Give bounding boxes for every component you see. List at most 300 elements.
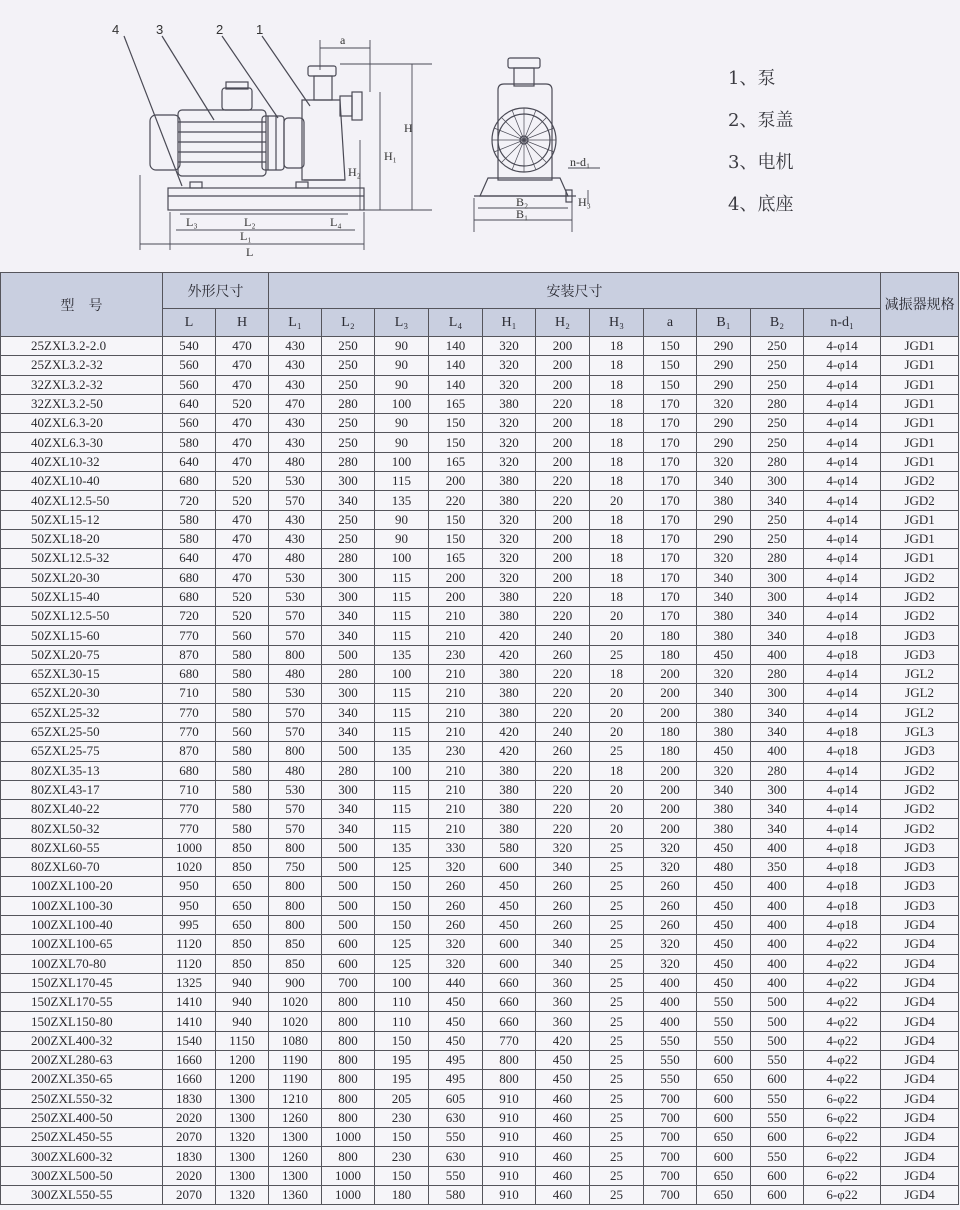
table-cell: 195 — [375, 1070, 429, 1089]
table-cell: 650 — [216, 896, 269, 915]
table-cell: 205 — [375, 1089, 429, 1108]
table-cell: 18 — [590, 568, 644, 587]
table-cell: 165 — [429, 549, 483, 568]
table-cell: 500 — [322, 838, 375, 857]
dim-l1-label: L₁ — [240, 229, 252, 243]
table-cell: 910 — [483, 1186, 536, 1205]
table-cell: 480 — [269, 549, 322, 568]
table-cell: 115 — [375, 819, 429, 838]
table-cell: 280 — [322, 394, 375, 413]
table-row — [1, 954, 959, 973]
table-cell: 450 — [429, 1012, 483, 1031]
table-row — [1, 645, 959, 664]
table-cell: 910 — [483, 1089, 536, 1108]
table-cell: 1325 — [163, 973, 216, 992]
table-cell: 320 — [483, 510, 536, 529]
table-cell: JGD2 — [881, 819, 959, 838]
table-cell: 4-φ18 — [804, 877, 881, 896]
table-cell: 460 — [536, 1147, 590, 1166]
dim-a-label: a — [340, 33, 346, 47]
table-cell: 18 — [590, 587, 644, 606]
table-cell: 250 — [322, 510, 375, 529]
table-cell: 195 — [375, 1050, 429, 1069]
table-cell: JGD4 — [881, 1089, 959, 1108]
table-cell: 770 — [483, 1031, 536, 1050]
table-cell: 150 — [429, 529, 483, 548]
table-cell: 125 — [375, 954, 429, 973]
table-cell: 90 — [375, 337, 429, 356]
table-cell: 1000 — [322, 1186, 375, 1205]
table-cell: 20 — [590, 800, 644, 819]
table-cell: 260 — [429, 896, 483, 915]
table-cell: 165 — [429, 394, 483, 413]
table-cell: 380 — [483, 780, 536, 799]
table-cell: 4-φ18 — [804, 722, 881, 741]
table-cell: 280 — [322, 549, 375, 568]
table-cell: 340 — [697, 568, 751, 587]
table-cell: 320 — [483, 433, 536, 452]
table-cell: JGD4 — [881, 954, 959, 973]
table-cell: JGD3 — [881, 645, 959, 664]
table-cell: 800 — [269, 645, 322, 664]
column-header: B₂ — [751, 309, 804, 337]
table-cell: 570 — [269, 607, 322, 626]
table-cell: 500 — [322, 742, 375, 761]
table-cell: 470 — [269, 394, 322, 413]
table-cell: 170 — [644, 587, 697, 606]
table-cell: 1410 — [163, 993, 216, 1012]
table-cell: 680 — [163, 665, 216, 684]
model-cell: 40ZXL6.3-20 — [1, 414, 163, 433]
table-cell: 500 — [322, 915, 375, 934]
table-cell: 6-φ22 — [804, 1186, 881, 1205]
table-cell: 580 — [163, 510, 216, 529]
table-cell: JGD1 — [881, 549, 959, 568]
table-cell: 580 — [216, 761, 269, 780]
table-cell: 650 — [216, 877, 269, 896]
table-cell: 380 — [483, 394, 536, 413]
table-cell: 480 — [269, 452, 322, 471]
table-cell: 650 — [216, 915, 269, 934]
table-cell: 340 — [751, 800, 804, 819]
table-cell: JGD1 — [881, 529, 959, 548]
table-row — [1, 626, 959, 645]
dim-h2-label: H₂ — [348, 165, 361, 179]
column-header: H₂ — [536, 309, 590, 337]
table-cell: 340 — [322, 800, 375, 819]
model-cell: 40ZXL6.3-30 — [1, 433, 163, 452]
table-cell: 320 — [483, 375, 536, 394]
table-cell: 380 — [483, 472, 536, 491]
table-cell: JGD4 — [881, 1186, 959, 1205]
table-cell: 470 — [216, 375, 269, 394]
table-cell: 320 — [697, 549, 751, 568]
column-header: B₁ — [697, 309, 751, 337]
model-cell: 300ZXL600-32 — [1, 1147, 163, 1166]
table-cell: 430 — [269, 510, 322, 529]
table-cell: 320 — [697, 761, 751, 780]
table-cell: 400 — [644, 1012, 697, 1031]
table-cell: 240 — [536, 722, 590, 741]
table-cell: 150 — [375, 915, 429, 934]
column-header: H₃ — [590, 309, 644, 337]
table-cell: 1210 — [269, 1089, 322, 1108]
table-cell: 220 — [536, 587, 590, 606]
table-cell: 400 — [644, 993, 697, 1012]
column-header: H — [216, 309, 269, 337]
table-cell: 170 — [644, 549, 697, 568]
table-cell: 380 — [483, 491, 536, 510]
table-cell: 340 — [751, 626, 804, 645]
table-row — [1, 1166, 959, 1185]
table-cell: 640 — [163, 394, 216, 413]
table-cell: 100 — [375, 665, 429, 684]
table-cell: 230 — [375, 1108, 429, 1127]
table-cell: 200 — [536, 375, 590, 394]
table-cell: 90 — [375, 433, 429, 452]
table-cell: 1020 — [269, 1012, 322, 1031]
table-cell: 380 — [483, 665, 536, 684]
table-cell: JGD4 — [881, 1166, 959, 1185]
table-cell: 4-φ18 — [804, 858, 881, 877]
table-cell: 940 — [216, 993, 269, 1012]
table-cell: 500 — [322, 877, 375, 896]
table-cell: 200 — [429, 568, 483, 587]
model-cell: 300ZXL550-55 — [1, 1186, 163, 1205]
table-cell: 340 — [536, 954, 590, 973]
table-cell: 300 — [322, 587, 375, 606]
table-cell: 770 — [163, 819, 216, 838]
table-cell: 430 — [269, 337, 322, 356]
table-cell: 4-φ14 — [804, 529, 881, 548]
table-cell: 770 — [163, 703, 216, 722]
table-cell: 1190 — [269, 1050, 322, 1069]
table-row — [1, 665, 959, 684]
table-cell: 220 — [536, 819, 590, 838]
table-cell: 550 — [751, 1050, 804, 1069]
table-cell: 260 — [644, 877, 697, 896]
table-cell: 400 — [751, 877, 804, 896]
table-cell: 340 — [322, 626, 375, 645]
column-header: L₄ — [429, 309, 483, 337]
table-row — [1, 780, 959, 799]
table-cell: 4-φ18 — [804, 645, 881, 664]
table-cell: 200 — [536, 510, 590, 529]
table-cell: 25 — [590, 1186, 644, 1205]
table-cell: 500 — [751, 1031, 804, 1050]
table-cell: 700 — [644, 1186, 697, 1205]
table-cell: 1300 — [216, 1166, 269, 1185]
table-cell: 4-φ18 — [804, 915, 881, 934]
table-row — [1, 858, 959, 877]
table-cell: 800 — [322, 1108, 375, 1127]
table-cell: 550 — [751, 1147, 804, 1166]
table-cell: 910 — [483, 1166, 536, 1185]
table-cell: JGD4 — [881, 973, 959, 992]
model-cell: 250ZXL400-50 — [1, 1108, 163, 1127]
model-cell: 250ZXL550-32 — [1, 1089, 163, 1108]
table-cell: 1300 — [216, 1108, 269, 1127]
table-row — [1, 973, 959, 992]
table-cell: 25 — [590, 1128, 644, 1147]
dim-h3-label: H₃ — [578, 195, 591, 209]
model-cell: 40ZXL10-32 — [1, 452, 163, 471]
table-cell: 250 — [751, 529, 804, 548]
table-row — [1, 896, 959, 915]
table-cell: 135 — [375, 742, 429, 761]
dim-h1-label: H₁ — [384, 149, 397, 163]
table-cell: 470 — [216, 529, 269, 548]
table-cell: 115 — [375, 587, 429, 606]
table-cell: 4-φ14 — [804, 800, 881, 819]
table-cell: 570 — [269, 626, 322, 645]
table-cell: JGD3 — [881, 858, 959, 877]
table-cell: 450 — [429, 1031, 483, 1050]
table-cell: 115 — [375, 626, 429, 645]
table-row — [1, 838, 959, 857]
table-cell: 460 — [536, 1128, 590, 1147]
table-cell: 1300 — [269, 1128, 322, 1147]
table-cell: 260 — [644, 896, 697, 915]
dim-l2-label: L₂ — [244, 215, 256, 229]
table-cell: 1120 — [163, 935, 216, 954]
table-cell: 910 — [483, 1147, 536, 1166]
table-cell: 470 — [216, 433, 269, 452]
column-header: H₁ — [483, 309, 536, 337]
table-cell: JGD3 — [881, 896, 959, 915]
table-cell: 18 — [590, 394, 644, 413]
table-cell: JGD4 — [881, 993, 959, 1012]
table-cell: 280 — [751, 549, 804, 568]
table-cell: JGD4 — [881, 1031, 959, 1050]
table-cell: JGD3 — [881, 742, 959, 761]
table-cell: 1660 — [163, 1050, 216, 1069]
table-cell: 100 — [375, 761, 429, 780]
table-cell: 600 — [697, 1147, 751, 1166]
table-cell: 230 — [429, 742, 483, 761]
model-cell: 40ZXL12.5-50 — [1, 491, 163, 510]
model-cell: 65ZXL25-75 — [1, 742, 163, 761]
table-cell: 200 — [536, 337, 590, 356]
table-cell: 710 — [163, 684, 216, 703]
table-row — [1, 1070, 959, 1089]
table-cell: 280 — [751, 761, 804, 780]
table-cell: 910 — [483, 1128, 536, 1147]
table-cell: 250 — [322, 433, 375, 452]
table-cell: 470 — [216, 414, 269, 433]
table-row — [1, 433, 959, 452]
table-cell: 550 — [429, 1166, 483, 1185]
dim-b1-label: B₁ — [516, 207, 529, 221]
model-cell: 50ZXL15-12 — [1, 510, 163, 529]
table-cell: 150 — [644, 356, 697, 375]
table-cell: 580 — [216, 665, 269, 684]
table-cell: 210 — [429, 684, 483, 703]
table-cell: 430 — [269, 356, 322, 375]
table-cell: 550 — [644, 1050, 697, 1069]
table-cell: 18 — [590, 529, 644, 548]
table-cell: 950 — [163, 896, 216, 915]
base-plate — [168, 188, 364, 210]
table-cell: 280 — [751, 665, 804, 684]
table-cell: 340 — [751, 703, 804, 722]
model-cell: 100ZXL70-80 — [1, 954, 163, 973]
table-cell: 580 — [216, 819, 269, 838]
model-cell: 100ZXL100-30 — [1, 896, 163, 915]
table-cell: 150 — [375, 1031, 429, 1050]
table-cell: 800 — [269, 742, 322, 761]
table-cell: 210 — [429, 703, 483, 722]
table-cell: 170 — [644, 607, 697, 626]
table-cell: 850 — [216, 858, 269, 877]
model-cell: 80ZXL50-32 — [1, 819, 163, 838]
table-cell: 4-φ22 — [804, 935, 881, 954]
table-cell: 25 — [590, 1108, 644, 1127]
table-cell: 320 — [536, 838, 590, 857]
table-cell: 2070 — [163, 1128, 216, 1147]
model-cell: 80ZXL35-13 — [1, 761, 163, 780]
table-cell: JGD4 — [881, 1147, 959, 1166]
table-cell: 800 — [483, 1070, 536, 1089]
table-cell: 4-φ14 — [804, 684, 881, 703]
table-cell: 100 — [375, 394, 429, 413]
table-cell: 4-φ14 — [804, 491, 881, 510]
table-cell: 110 — [375, 993, 429, 1012]
table-cell: 240 — [536, 626, 590, 645]
table-cell: 320 — [483, 356, 536, 375]
table-cell: 430 — [269, 375, 322, 394]
table-cell: 250 — [751, 433, 804, 452]
table-cell: 560 — [216, 722, 269, 741]
table-cell: 220 — [536, 491, 590, 510]
table-cell: 340 — [322, 722, 375, 741]
table-cell: 340 — [536, 935, 590, 954]
table-cell: 420 — [483, 645, 536, 664]
table-cell: 450 — [697, 973, 751, 992]
column-header: L₂ — [322, 309, 375, 337]
table-cell: 115 — [375, 703, 429, 722]
table-cell: 600 — [751, 1070, 804, 1089]
table-row — [1, 337, 959, 356]
table-cell: 4-φ14 — [804, 761, 881, 780]
table-cell: 18 — [590, 549, 644, 568]
table-cell: 25 — [590, 973, 644, 992]
table-cell: 400 — [751, 935, 804, 954]
table-cell: 180 — [644, 645, 697, 664]
table-cell: 170 — [644, 452, 697, 471]
table-cell: 800 — [322, 1147, 375, 1166]
table-cell: 90 — [375, 375, 429, 394]
table-cell: 400 — [751, 915, 804, 934]
table-row — [1, 375, 959, 394]
table-cell: 570 — [269, 819, 322, 838]
table-cell: 950 — [163, 877, 216, 896]
table-cell: 290 — [697, 356, 751, 375]
table-cell: JGD3 — [881, 877, 959, 896]
table-cell: 20 — [590, 607, 644, 626]
table-cell: 640 — [163, 452, 216, 471]
legend-item-pump-cover: 2、泵盖 — [728, 110, 794, 131]
table-cell: 600 — [697, 1108, 751, 1127]
model-cell: 50ZXL12.5-32 — [1, 549, 163, 568]
table-cell: 570 — [269, 703, 322, 722]
table-cell: 200 — [644, 703, 697, 722]
table-cell: 550 — [697, 1012, 751, 1031]
table-cell: 290 — [697, 433, 751, 452]
table-cell: 630 — [429, 1108, 483, 1127]
table-cell: 550 — [751, 1108, 804, 1127]
table-cell: 170 — [644, 472, 697, 491]
table-cell: 450 — [697, 838, 751, 857]
table-cell: 450 — [697, 645, 751, 664]
table-cell: 200 — [644, 780, 697, 799]
table-cell: 170 — [644, 510, 697, 529]
table-cell: 450 — [697, 954, 751, 973]
table-cell: 230 — [375, 1147, 429, 1166]
column-header: n-d₁ — [804, 309, 881, 337]
table-cell: 220 — [536, 703, 590, 722]
table-cell: 680 — [163, 568, 216, 587]
table-cell: 500 — [322, 645, 375, 664]
table-cell: JGD2 — [881, 607, 959, 626]
table-cell: 800 — [322, 1012, 375, 1031]
table-cell: 580 — [163, 529, 216, 548]
table-cell: 290 — [697, 510, 751, 529]
table-cell: 470 — [216, 510, 269, 529]
table-cell: 800 — [322, 1050, 375, 1069]
table-cell: 800 — [269, 896, 322, 915]
table-cell: 4-φ22 — [804, 973, 881, 992]
table-cell: 600 — [483, 935, 536, 954]
table-cell: 1360 — [269, 1186, 322, 1205]
table-cell: 420 — [483, 722, 536, 741]
table-cell: 710 — [163, 780, 216, 799]
table-cell: 135 — [375, 645, 429, 664]
table-row — [1, 877, 959, 896]
table-cell: 320 — [483, 414, 536, 433]
table-cell: 660 — [483, 1012, 536, 1031]
table-cell: 4-φ14 — [804, 337, 881, 356]
table-cell: 250 — [322, 529, 375, 548]
table-cell: 2020 — [163, 1166, 216, 1185]
table-cell: 520 — [216, 587, 269, 606]
front-base — [480, 178, 568, 196]
table-row — [1, 722, 959, 741]
table-cell: 320 — [483, 529, 536, 548]
table-cell: 470 — [216, 452, 269, 471]
table-cell: 230 — [429, 645, 483, 664]
table-cell: 25 — [590, 1089, 644, 1108]
table-cell: 380 — [483, 587, 536, 606]
table-cell: 600 — [697, 1050, 751, 1069]
model-cell: 50ZXL12.5-50 — [1, 607, 163, 626]
header-damper-spec: 减振器规格 — [881, 273, 959, 337]
table-cell: 450 — [697, 896, 751, 915]
table-cell: 600 — [322, 954, 375, 973]
table-cell: 18 — [590, 433, 644, 452]
table-cell: 770 — [163, 722, 216, 741]
model-cell: 80ZXL60-55 — [1, 838, 163, 857]
table-cell: JGD2 — [881, 761, 959, 780]
table-cell: 300 — [751, 684, 804, 703]
table-cell: 280 — [751, 452, 804, 471]
table-cell: 150 — [375, 1128, 429, 1147]
table-cell: 200 — [536, 356, 590, 375]
table-cell: 4-φ14 — [804, 568, 881, 587]
table-cell: 360 — [536, 973, 590, 992]
table-cell: 1830 — [163, 1089, 216, 1108]
table-cell: 4-φ22 — [804, 954, 881, 973]
